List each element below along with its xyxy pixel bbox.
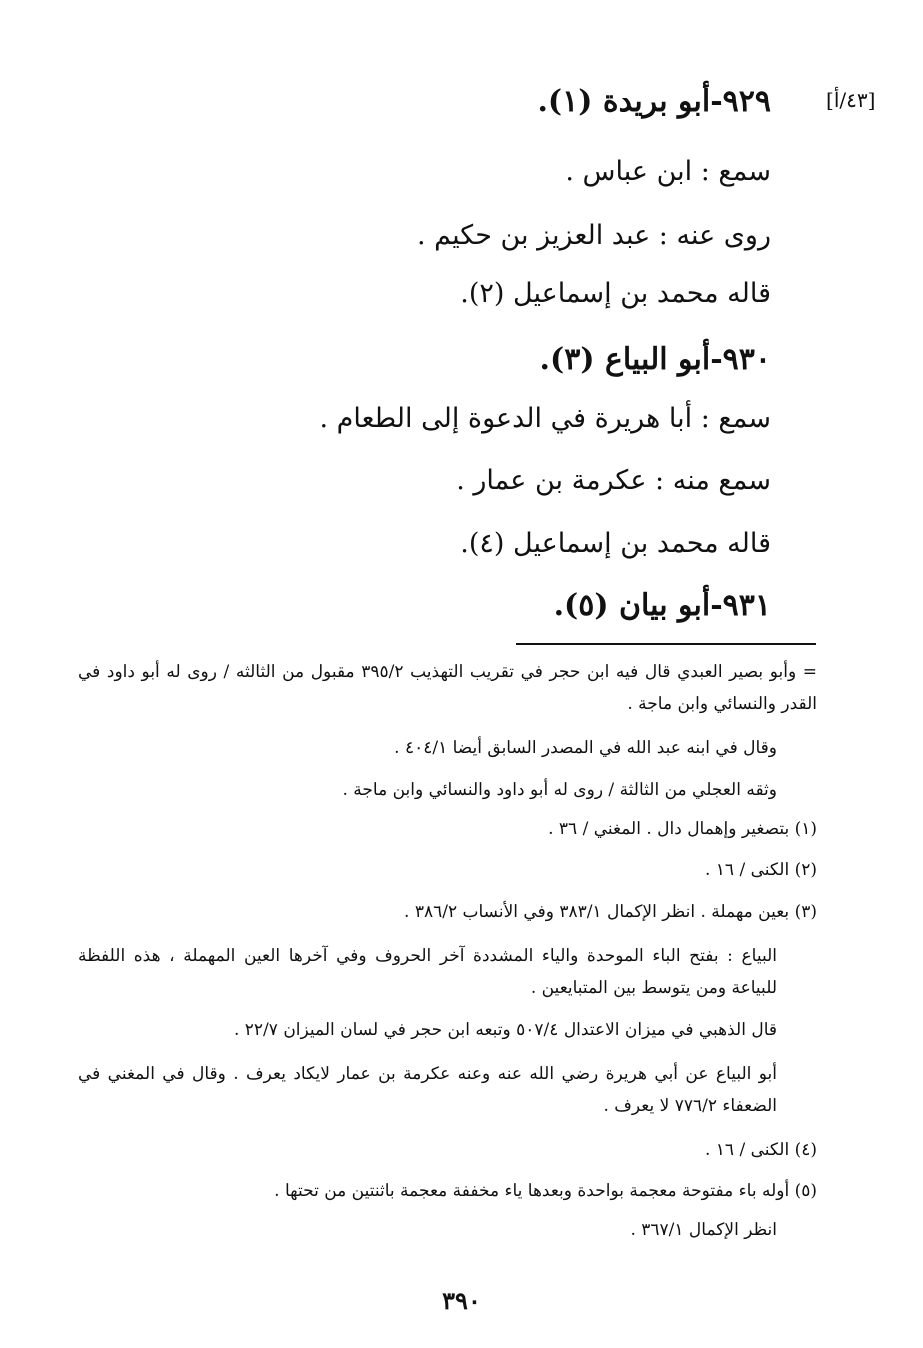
footnote-3: (٣) بعين مهملة . انظر الإكمال ٣٨٣/١ وفي الأنساب ٣٨٦/٢ . (404, 902, 817, 922)
entry-heading-931: ٩٣١-أبو بيان (٥). (553, 588, 771, 623)
footnote-3-detail-3: أبو البياع عن أبي هريرة رضي الله عنه وعنه عكرمة بن عمار لايكاد يعرف . وقال في المغني في الضعفاء ٧٧٦/٢ لا يعرف . (78, 1064, 777, 1116)
margin-marker: [٤٣/أ] (826, 88, 876, 112)
entry-930-line-1: سمع : أبا هريرة في الدعوة إلى الطعام . (319, 403, 771, 434)
entry-heading-930: ٩٣٠-أبو البياع (٣). (539, 342, 771, 377)
footnote-separator (516, 643, 816, 645)
entry-heading-929: ٩٢٩-أبو بريدة (١). (537, 84, 771, 119)
footnote-3-detail-2: قال الذهبي في ميزان الاعتدال ٥٠٧/٤ وتبعه ابن حجر في لسان الميزان ٢٢/٧ . (233, 1020, 777, 1040)
page-number: ٣٩٠ (442, 1286, 481, 1315)
footnote-1: (١) بتصغير وإهمال دال . المغني / ٣٦ . (548, 819, 817, 839)
footnote-5: (٥) أوله باء مفتوحة معجمة بواحدة وبعدها ياء مخففة معجمة باثنتين من تحتها . (274, 1181, 817, 1201)
footnote-continuation-1: = وأبو بصير العبدي قال فيه ابن حجر في تقريب التهذيب ٣٩٥/٢ مقبول من الثالثه / روى له أبو داود في القدر والنسائي وابن ماجة . (78, 662, 817, 714)
footnote-2: (٢) الكنى / ١٦ . (704, 860, 817, 880)
footnote-continuation-2: وقال في ابنه عبد الله في المصدر السابق أيضا ٤٠٤/١ . (394, 738, 777, 758)
entry-929-line-3: قاله محمد بن إسماعيل (٢). (460, 278, 771, 309)
entry-930-line-3: قاله محمد بن إسماعيل (٤). (460, 528, 771, 559)
footnote-5-detail: انظر الإكمال ٣٦٧/١ . (630, 1220, 777, 1240)
footnote-4: (٤) الكنى / ١٦ . (704, 1140, 817, 1160)
footnote-3-detail-1: البياع : بفتح الباء الموحدة والياء المشددة آخر الحروف وفي آخرها العين المهملة ، هذه اللفظة للبياعة ومن يتوسط بين المتبايعين . (78, 946, 777, 998)
entry-930-line-2: سمع منه : عكرمة بن عمار . (456, 465, 771, 496)
footnote-continuation-3: وثقه العجلي من الثالثة / روى له أبو داود والنسائي وابن ماجة . (342, 780, 777, 800)
entry-929-line-1: سمع : ابن عباس . (565, 156, 771, 187)
entry-929-line-2: روى عنه : عبد العزيز بن حكيم . (417, 220, 771, 251)
